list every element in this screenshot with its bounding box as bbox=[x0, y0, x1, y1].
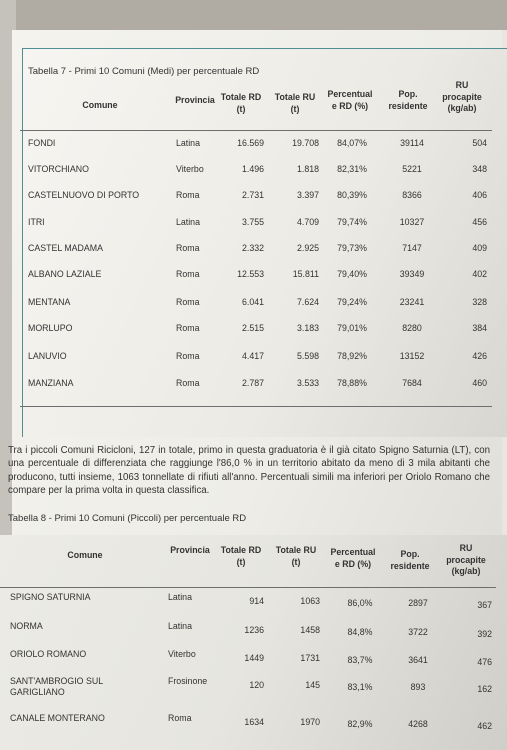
table7-cell-pop: 7684 bbox=[402, 378, 422, 388]
table8-caption: Tabella 8 - Primi 10 Comuni (Piccoli) per percentuale RD bbox=[8, 513, 247, 524]
table7-cell-percentuale: 84,07% bbox=[337, 138, 367, 148]
table7-cell-provincia: Roma bbox=[176, 323, 200, 333]
table8-cell-pop: 4268 bbox=[408, 719, 428, 729]
table7-cell-percentuale: 79,01% bbox=[337, 323, 367, 333]
table7-cell-pop: 39349 bbox=[399, 269, 425, 279]
table7-header-totale-rd: Totale RD (t) bbox=[220, 92, 262, 114]
table7-cell-ru-procapite: 460 bbox=[472, 378, 487, 388]
body-paragraph: Tra i piccoli Comuni Ricicloni, 127 in totale, primo in questa graduatoria è il già citato Spigno Saturnia (LT), con una percentuale di differenziata che raggiunge l'86,0 % in un territorio abitato da meno di 3 mila abitanti che producono, tutti insieme, 1063 tonnellate di rifiuti all'anno. Percentuali simili ma inferiori per Oriolo Romano che compare per la prima volta in questa classifica. bbox=[8, 445, 490, 496]
table7-cell-totale-ru: 4.709 bbox=[296, 217, 319, 227]
table8-cell-ru-procapite: 367 bbox=[477, 600, 492, 610]
table8-cell-provincia: Latina bbox=[168, 621, 192, 631]
table7-cell-totale-ru: 3.183 bbox=[296, 323, 319, 333]
table8-header-ru-procapite: RU procapite (kg/ab) bbox=[446, 543, 486, 577]
table8-cell-comune: SANT'AMBROGIO SUL GARIGLIANO bbox=[10, 676, 103, 697]
table7-cell-totale-rd: 16.569 bbox=[237, 138, 264, 148]
table7-cell-provincia: Viterbo bbox=[176, 164, 204, 174]
table7-cell-comune: FONDI bbox=[28, 138, 56, 148]
table7-cell-pop: 5221 bbox=[402, 164, 422, 174]
table8-cell-comune: CANALE MONTERANO bbox=[10, 713, 105, 723]
table8-cell-percentuale: 86,0% bbox=[347, 598, 373, 608]
table8-cell-totale-rd: 1634 bbox=[244, 717, 264, 727]
table7-cell-comune: LANUVIO bbox=[28, 351, 67, 361]
table7-cell-totale-rd: 2.731 bbox=[241, 190, 264, 200]
table7-cell-totale-rd: 3.755 bbox=[241, 217, 264, 227]
table8-cell-totale-rd: 914 bbox=[249, 596, 264, 606]
table7-cell-comune: CASTEL MADAMA bbox=[28, 243, 103, 253]
table8-header-percentuale: Percentual e RD (%) bbox=[330, 547, 376, 569]
table7-cell-pop: 10327 bbox=[399, 217, 425, 227]
table7-cell-comune: ALBANO LAZIALE bbox=[28, 269, 102, 279]
table8-cell-totale-rd: 1449 bbox=[244, 653, 264, 663]
table8-cell-pop: 3641 bbox=[408, 655, 428, 665]
table7-cell-provincia: Roma bbox=[176, 190, 200, 200]
table7-header-provincia: Provincia bbox=[175, 95, 215, 105]
table8-header-totale-rd: Totale RD (t) bbox=[220, 545, 262, 567]
table8-cell-comune: SPIGNO SATURNIA bbox=[10, 592, 91, 602]
table8-cell-pop: 3722 bbox=[408, 627, 428, 637]
table8-cell-comune: NORMA bbox=[10, 621, 43, 631]
table7-header-rule bbox=[20, 130, 492, 131]
table7-cell-percentuale: 79,73% bbox=[337, 243, 367, 253]
table7-cell-provincia: Roma bbox=[176, 351, 200, 361]
table7-bottom-rule bbox=[20, 406, 492, 407]
table7-cell-comune: VITORCHIANO bbox=[28, 164, 89, 174]
table7-cell-provincia: Roma bbox=[176, 243, 200, 253]
table8-cell-totale-rd: 120 bbox=[249, 680, 264, 690]
table7-cell-totale-ru: 3.397 bbox=[296, 190, 319, 200]
table7-cell-ru-procapite: 348 bbox=[472, 164, 487, 174]
table7-cell-comune: MORLUPO bbox=[28, 323, 73, 333]
table7-cell-totale-rd: 2.787 bbox=[241, 378, 264, 388]
table7-cell-totale-rd: 2.515 bbox=[241, 323, 264, 333]
table7-cell-ru-procapite: 328 bbox=[472, 297, 487, 307]
table8-cell-percentuale: 83,1% bbox=[347, 682, 373, 692]
table7-cell-totale-ru: 1.818 bbox=[296, 164, 319, 174]
table8-cell-ru-procapite: 162 bbox=[477, 684, 492, 694]
table7-cell-pop: 23241 bbox=[399, 297, 425, 307]
table8-cell-percentuale: 83,7% bbox=[347, 655, 373, 665]
table7-cell-comune: CASTELNUOVO DI PORTO bbox=[28, 190, 140, 200]
table7-cell-percentuale: 78,88% bbox=[337, 378, 367, 388]
table7-cell-totale-ru: 15.811 bbox=[292, 269, 319, 279]
table7-cell-pop: 7147 bbox=[402, 243, 422, 253]
table7-cell-provincia: Latina bbox=[176, 217, 200, 227]
top-shadow-bar bbox=[0, 0, 507, 30]
table8-cell-pop: 2897 bbox=[408, 598, 428, 608]
table7-cell-provincia: Roma bbox=[176, 269, 200, 279]
table7-cell-pop: 8280 bbox=[402, 323, 422, 333]
table8-cell-provincia: Roma bbox=[168, 713, 192, 723]
table7-cell-totale-ru: 2.925 bbox=[296, 243, 319, 253]
table8-cell-percentuale: 82,9% bbox=[347, 719, 373, 729]
table8-header-provincia: Provincia bbox=[170, 545, 210, 555]
table7-cell-totale-rd: 6.041 bbox=[241, 297, 264, 307]
table8-header-rule bbox=[0, 587, 496, 588]
table7-cell-ru-procapite: 456 bbox=[472, 217, 487, 227]
table7-cell-ru-procapite: 426 bbox=[472, 351, 487, 361]
table7-cell-totale-rd: 1.496 bbox=[241, 164, 264, 174]
table7-cell-totale-rd: 4.417 bbox=[241, 351, 264, 361]
table7-cell-ru-procapite: 409 bbox=[472, 243, 487, 253]
table7-cell-provincia: Roma bbox=[176, 297, 200, 307]
table8-cell-totale-ru: 1970 bbox=[300, 717, 320, 727]
table7-cell-totale-ru: 19.708 bbox=[292, 138, 319, 148]
table8-header-totale-ru: Totale RU (t) bbox=[275, 545, 317, 567]
table8-cell-totale-ru: 1063 bbox=[300, 596, 320, 606]
table7-header-totale-ru: Totale RU (t) bbox=[274, 92, 316, 114]
table7-cell-pop: 39114 bbox=[400, 138, 424, 148]
table8-header-pop: Pop. residente bbox=[390, 549, 430, 571]
table8-cell-totale-ru: 1731 bbox=[300, 653, 320, 663]
table7-cell-totale-ru: 5.598 bbox=[296, 351, 319, 361]
table7-cell-totale-rd: 2.332 bbox=[241, 243, 264, 253]
table8-cell-comune: ORIOLO ROMANO bbox=[10, 649, 87, 659]
table7-cell-percentuale: 82,31% bbox=[337, 164, 367, 174]
table7-cell-comune: MENTANA bbox=[28, 297, 71, 307]
table8-cell-provincia: Viterbo bbox=[168, 649, 196, 659]
table7-cell-comune: ITRI bbox=[28, 217, 45, 227]
table8-cell-ru-procapite: 392 bbox=[477, 629, 492, 639]
table7-header-percentuale: Percentual e RD (%) bbox=[327, 89, 373, 111]
table8-cell-totale-ru: 1458 bbox=[300, 625, 320, 635]
table7-cell-pop: 13152 bbox=[399, 351, 425, 361]
table7-cell-percentuale: 80,39% bbox=[337, 190, 367, 200]
table8-header-comune: Comune bbox=[67, 550, 103, 560]
table7-cell-ru-procapite: 406 bbox=[472, 190, 487, 200]
table7-cell-percentuale: 79,74% bbox=[337, 217, 367, 227]
table7-cell-totale-ru: 3.533 bbox=[296, 378, 319, 388]
table8-cell-pop: 893 bbox=[410, 682, 426, 692]
table7-cell-provincia: Latina bbox=[176, 138, 200, 148]
table7-cell-ru-procapite: 504 bbox=[472, 138, 487, 148]
table7-cell-ru-procapite: 384 bbox=[472, 323, 487, 333]
table7-header-ru-procapite: RU procapite (kg/ab) bbox=[442, 80, 482, 114]
table8-cell-totale-rd: 1236 bbox=[244, 625, 264, 635]
table7-cell-percentuale: 78,92% bbox=[337, 351, 367, 361]
table7-cell-provincia: Roma bbox=[176, 378, 200, 388]
table7-cell-pop: 8366 bbox=[402, 190, 422, 200]
table7-caption: Tabella 7 - Primi 10 Comuni (Medi) per percentuale RD bbox=[28, 66, 260, 77]
table7-header-pop: Pop. residente bbox=[388, 89, 428, 111]
table8-cell-totale-ru: 145 bbox=[305, 680, 320, 690]
table7-cell-totale-ru: 7.624 bbox=[296, 297, 319, 307]
table7-cell-percentuale: 79,40% bbox=[337, 269, 367, 279]
table8-cell-provincia: Latina bbox=[168, 592, 192, 602]
table7-cell-percentuale: 79,24% bbox=[337, 297, 367, 307]
table8-cell-provincia: Frosinone bbox=[168, 676, 208, 686]
table8-cell-percentuale: 84,8% bbox=[347, 627, 373, 637]
table7-header-comune: Comune bbox=[82, 100, 118, 110]
table8-cell-ru-procapite: 476 bbox=[477, 657, 492, 667]
table8-cell-ru-procapite: 462 bbox=[477, 721, 492, 731]
table7-cell-totale-rd: 12.553 bbox=[237, 269, 264, 279]
table7-cell-comune: MANZIANA bbox=[28, 378, 74, 388]
table7-cell-ru-procapite: 402 bbox=[472, 269, 487, 279]
